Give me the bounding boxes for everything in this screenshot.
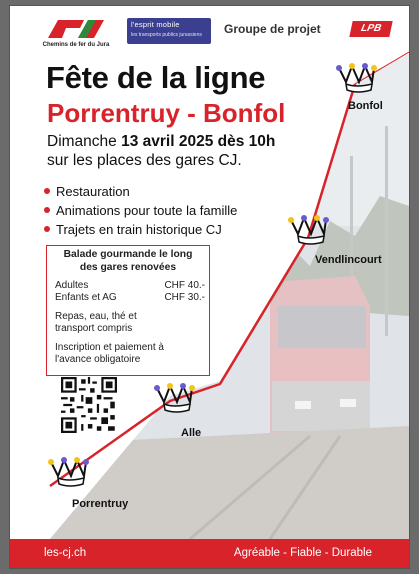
included-note: Repas, eau, thé et transport compris bbox=[55, 311, 137, 334]
group-label: Groupe de projet bbox=[224, 22, 321, 36]
lpb-tag: LPB bbox=[349, 21, 392, 37]
page-title: Fête de la ligne bbox=[46, 60, 266, 95]
cj-logo-text: Chemins de fer du Jura bbox=[42, 42, 110, 48]
date-line2: sur les places des gares CJ. bbox=[47, 152, 242, 169]
date-bold: 13 avril 2025 dès 10h bbox=[121, 133, 276, 150]
registration-note: Inscription et paiement à l'avance obligatoire bbox=[55, 342, 164, 365]
box-heading: Balade gourmande le long des gares renovées bbox=[63, 249, 193, 273]
price-value: CHF 40.- bbox=[164, 280, 205, 291]
stop-label-porrentruy: Porrentruy bbox=[72, 498, 129, 510]
footer-bar bbox=[10, 539, 409, 568]
jester-hat-icon bbox=[48, 457, 89, 486]
esprit-logo-line2: les transports publics jurassiens bbox=[131, 32, 202, 38]
jester-hat-icon bbox=[154, 383, 195, 412]
stop-label-alle: Alle bbox=[181, 427, 202, 439]
poster bbox=[10, 6, 409, 568]
price-label: Enfants et AG bbox=[55, 292, 117, 303]
jester-hat-icon bbox=[336, 63, 377, 92]
price-label: Adultes bbox=[55, 280, 89, 291]
slogan: Agréable - Fiable - Durable bbox=[233, 547, 372, 559]
date-prefix: Dimanche bbox=[47, 133, 122, 150]
stop-label-vendlincourt: Vendlincourt bbox=[315, 254, 382, 266]
page-subtitle: Porrentruy - Bonfol bbox=[47, 98, 286, 128]
route-markers bbox=[10, 6, 409, 568]
stop-label-bonfol: Bonfol bbox=[348, 100, 383, 112]
website-link[interactable]: les-cj.ch bbox=[44, 547, 87, 559]
list-item: Restauration bbox=[43, 182, 237, 201]
esprit-logo-line1: l'esprit mobile bbox=[131, 20, 180, 29]
list-item: Animations pour toute la famille bbox=[43, 201, 237, 220]
price-value: CHF 30.- bbox=[164, 292, 205, 303]
jester-hat-icon bbox=[288, 215, 329, 244]
list-item: Trajets en train historique CJ bbox=[43, 220, 237, 239]
